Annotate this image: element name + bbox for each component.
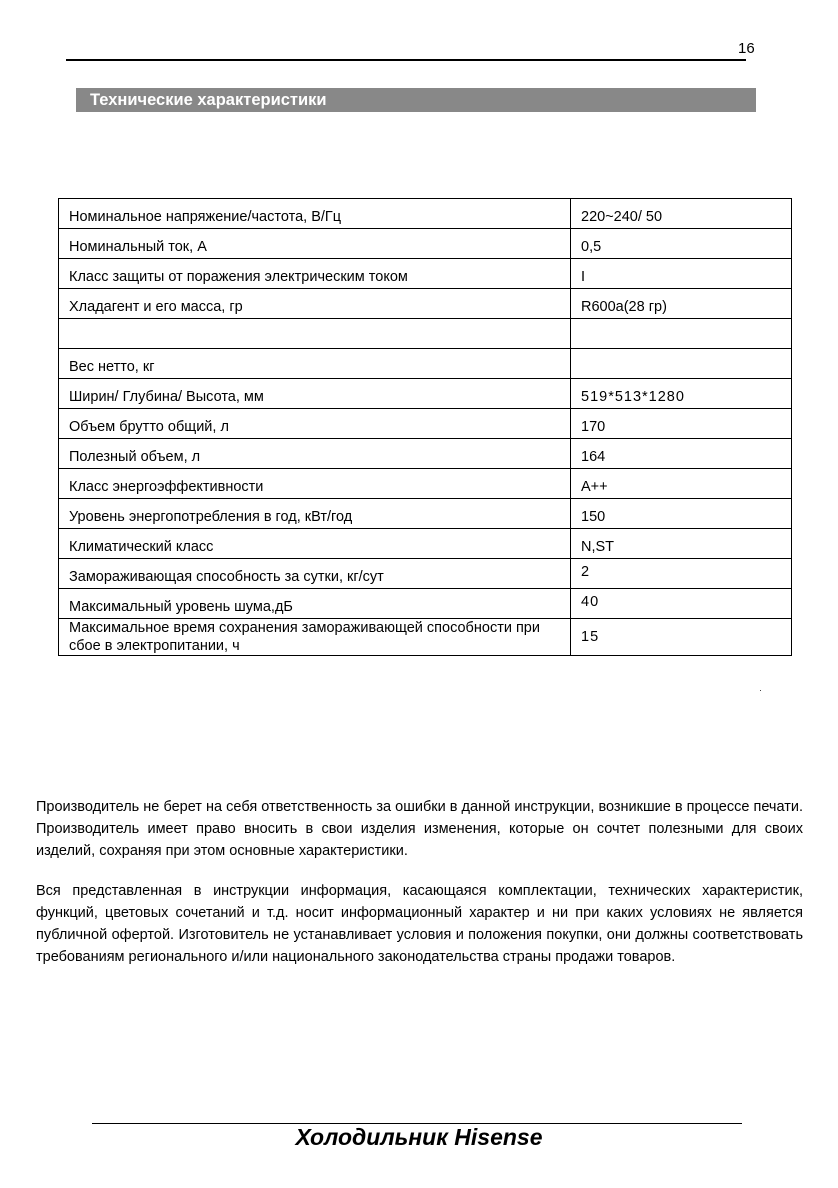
table-row xyxy=(59,619,792,656)
table-row xyxy=(59,289,792,319)
spec-label: Полезный объем, л xyxy=(69,449,201,465)
spec-label: Вес нетто, кг xyxy=(69,359,155,375)
spec-value: 220~240/ 50 xyxy=(581,209,663,225)
spec-value: 15 xyxy=(581,629,600,645)
spec-value: 150 xyxy=(581,509,606,525)
spec-label: Максимальное время сохранения замораживающей способности при сбое в электропитании, ч xyxy=(69,620,540,654)
table-row xyxy=(59,529,792,559)
spec-label: Объем брутто общий, л xyxy=(69,419,229,435)
table-row xyxy=(59,589,792,619)
spec-value: I xyxy=(581,269,586,285)
disclaimer-paragraph: Вся представленная в инструкции информация, касающаяся комплектации, технических характеристик, функций, цветовых сочетаний и т.д. носит информационный характер и ни при каких условиях не является публичной офертой. Изготовитель не устанавливает условия и положения покупки, они должны соответствовать требованиям регионального и/или национального законодательства страны продажи товаров. xyxy=(36,883,803,965)
spec-label: Номинальное напряжение/частота, В/Гц xyxy=(69,209,342,225)
spec-label: Класс энергоэффективности xyxy=(69,479,264,495)
page-number: 16 xyxy=(738,40,755,57)
spec-value: 2 xyxy=(581,564,590,580)
footer-title: Холодильник Hisense xyxy=(295,1124,543,1150)
stray-dot xyxy=(760,690,761,691)
table-row xyxy=(59,469,792,499)
spec-label: Уровень энергопотребления в год, кВт/год xyxy=(69,509,353,525)
table-row xyxy=(59,319,792,349)
spec-table xyxy=(58,198,792,656)
disclaimer-paragraph: Производитель не берет на себя ответственность за ошибки в данной инструкции, возникшие в процессе печати. Производитель имеет право вносить в свои изделия изменения, которые он сочтет полезными для своих изделий, сохраняя при этом основные характеристики. xyxy=(36,799,803,859)
table-row xyxy=(59,379,792,409)
table-row xyxy=(59,349,792,379)
spec-label: Номинальный ток, А xyxy=(69,239,207,255)
spec-value: N,ST xyxy=(581,539,615,555)
spec-label: Замораживающая способность за сутки, кг/сут xyxy=(69,569,384,585)
table-row xyxy=(59,229,792,259)
table-row xyxy=(59,439,792,469)
spec-value: 519*513*1280 xyxy=(581,389,685,405)
table-row xyxy=(59,499,792,529)
table-row xyxy=(59,559,792,589)
spec-value: 164 xyxy=(581,449,606,465)
spec-label: Хладагент и его масса, гр xyxy=(69,299,243,315)
table-row xyxy=(59,409,792,439)
spec-value: R600a(28 гр) xyxy=(581,299,667,315)
spec-label: Климатический класс xyxy=(69,539,214,555)
spec-value: 0,5 xyxy=(581,239,602,255)
spec-value: 40 xyxy=(581,594,600,610)
section-title: Технические характеристики xyxy=(76,88,756,112)
table-row xyxy=(59,199,792,229)
header-divider xyxy=(66,59,746,61)
spec-value: 170 xyxy=(581,419,606,435)
table-row xyxy=(59,259,792,289)
spec-value: A++ xyxy=(581,479,608,495)
spec-label: Ширин/ Глубина/ Высота, мм xyxy=(69,389,264,405)
spec-label: Класс защиты от поражения электрическим током xyxy=(69,269,408,285)
spec-label: Максимальный уровень шума,дБ xyxy=(69,599,293,615)
